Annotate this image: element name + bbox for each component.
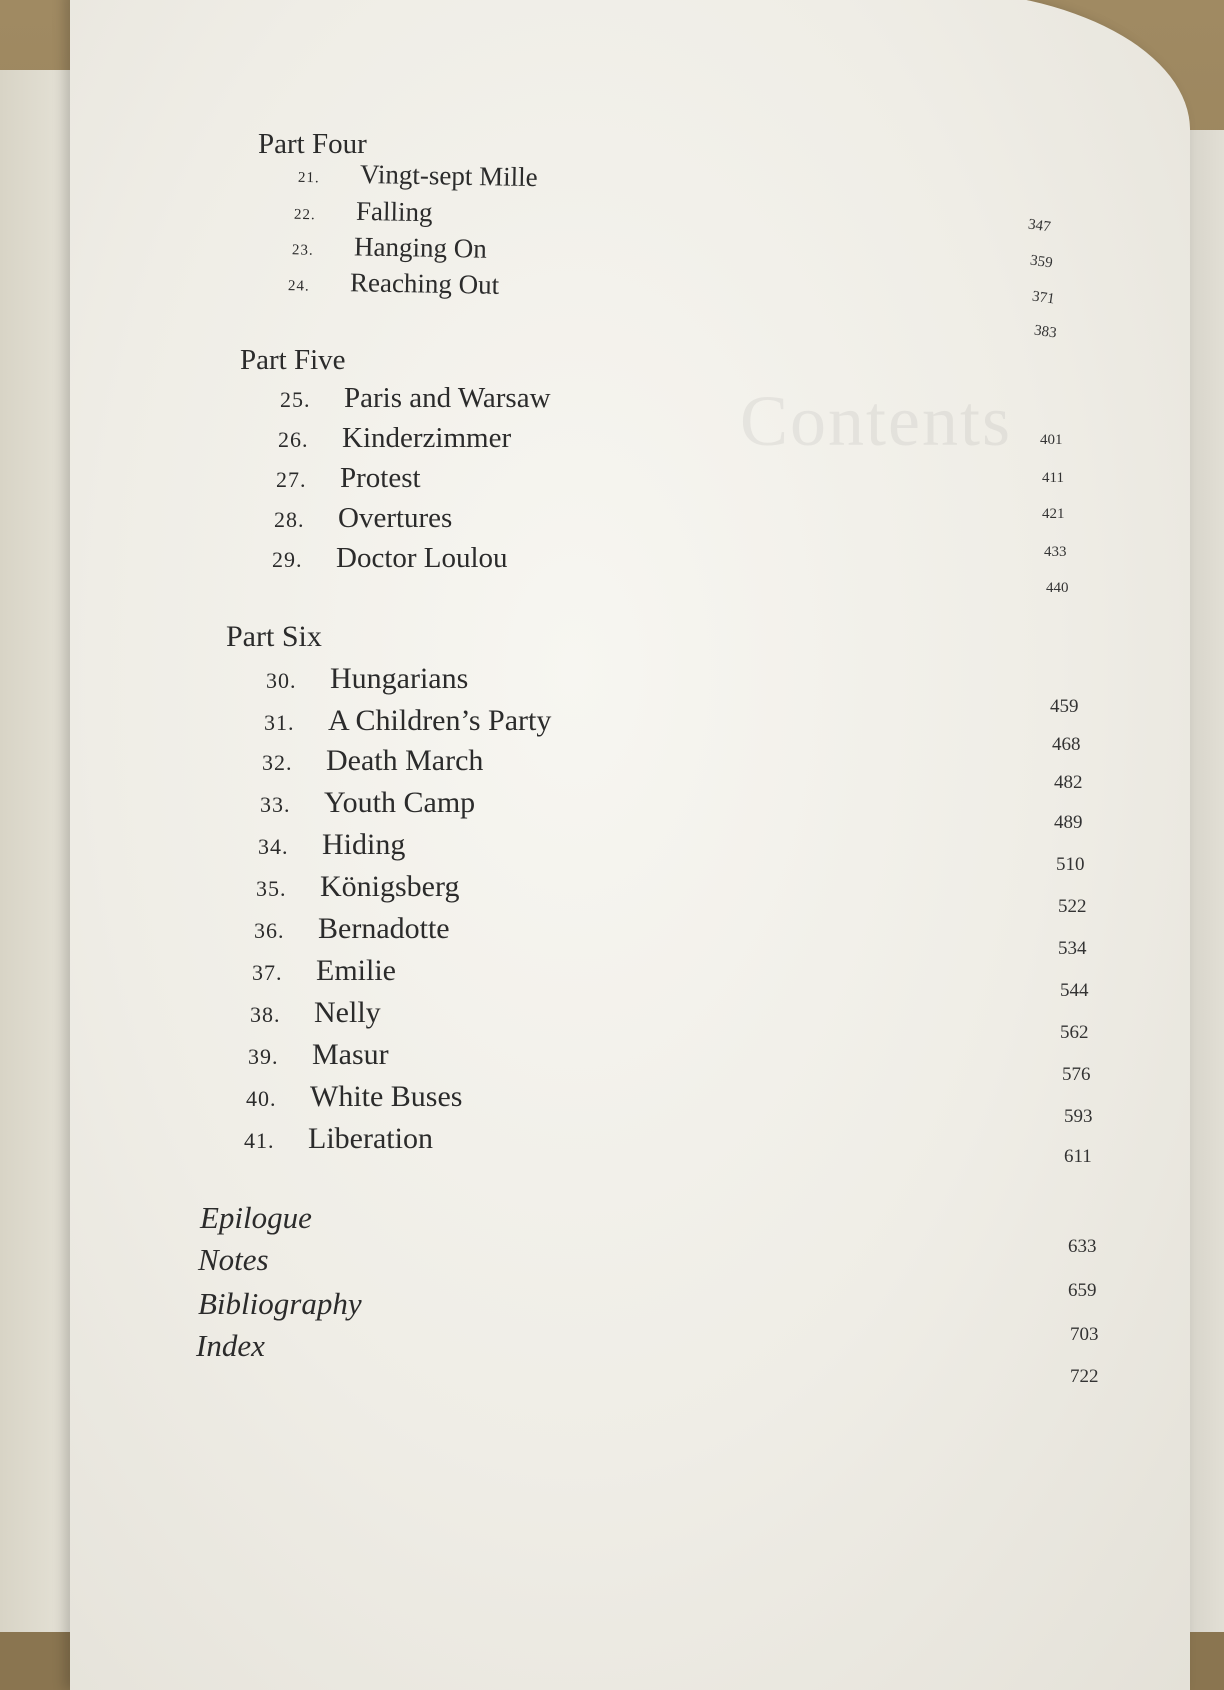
back-matter-entry: Index	[196, 1328, 265, 1363]
chapter-number: 33.	[260, 792, 291, 817]
chapter-number: 22.	[293, 206, 316, 224]
chapter-title: Königsberg	[320, 870, 460, 903]
chapter-number: 30.	[266, 668, 297, 693]
chapter-number: 26.	[278, 427, 309, 452]
page-number: 468	[1052, 734, 1081, 755]
page-number: 633	[1068, 1236, 1097, 1257]
chapter-title: Overtures	[338, 502, 453, 534]
chapter-title: Vingt-sept Mille	[359, 158, 538, 193]
toc-entry	[260, 786, 475, 820]
chapter-title: Hanging On	[353, 231, 487, 264]
chapter-number: 37.	[252, 960, 283, 985]
toc-entry	[256, 870, 459, 904]
chapter-number: 23.	[291, 242, 314, 259]
toc-entry	[250, 996, 381, 1030]
chapter-number: 40.	[246, 1086, 277, 1111]
chapter-title: Masur	[312, 1038, 389, 1071]
chapter-title: Paris and Warsaw	[344, 382, 551, 414]
chapter-title: Doctor Loulou	[336, 542, 508, 574]
chapter-title: Death March	[326, 744, 484, 777]
back-matter-entry: Notes	[198, 1242, 269, 1277]
show-through-text: Contents	[740, 381, 1013, 461]
toc-entry	[288, 266, 500, 301]
toc-entry	[292, 230, 487, 264]
toc-entry	[272, 542, 508, 575]
chapter-title: Hiding	[322, 828, 406, 861]
page-number: 534	[1058, 938, 1087, 959]
page-number: 510	[1056, 854, 1085, 875]
chapter-number: 41.	[244, 1128, 275, 1153]
chapter-title: Youth Camp	[324, 786, 476, 819]
toc-entry	[298, 158, 538, 193]
page-number: 489	[1054, 812, 1083, 833]
chapter-title: A Children’s Party	[328, 704, 552, 737]
chapter-title: Hungarians	[330, 662, 469, 695]
page-number: 459	[1050, 696, 1079, 717]
page-number: 440	[1046, 580, 1069, 596]
chapter-title: Protest	[340, 462, 421, 494]
toc-entry	[244, 1122, 433, 1156]
page-number: 359	[1029, 252, 1054, 272]
page-number: 433	[1044, 544, 1067, 560]
chapter-number: 39.	[248, 1044, 279, 1069]
toc-entry	[262, 744, 483, 778]
page-number: 411	[1042, 470, 1064, 486]
chapter-number: 32.	[262, 750, 293, 775]
chapter-number: 36.	[254, 918, 285, 943]
toc-entry	[278, 422, 511, 455]
toc-entry	[294, 195, 433, 228]
chapter-title: Emilie	[316, 954, 396, 987]
page-number: 347	[1027, 216, 1052, 236]
chapter-number: 29.	[272, 547, 303, 572]
toc-entry	[266, 662, 468, 696]
part-four-heading: Part Four	[258, 128, 367, 160]
toc-entry	[274, 502, 452, 535]
chapter-number: 21.	[297, 169, 320, 187]
chapter-number: 35.	[256, 876, 287, 901]
chapter-number: 27.	[276, 467, 307, 492]
page-number: 544	[1060, 980, 1089, 1001]
toc-entry	[276, 462, 421, 495]
part-five-heading: Part Five	[240, 344, 346, 376]
chapter-title: Liberation	[308, 1122, 433, 1155]
chapter-number: 25.	[280, 387, 311, 412]
toc-entry	[280, 382, 551, 415]
chapter-title: Falling	[355, 195, 433, 228]
chapter-title: Kinderzimmer	[342, 422, 512, 454]
chapter-number: 38.	[250, 1002, 281, 1027]
page-number: 401	[1040, 432, 1063, 448]
page-number: 659	[1068, 1280, 1097, 1301]
page-number: 383	[1033, 322, 1058, 342]
toc-entry	[258, 828, 405, 862]
page-number: 482	[1054, 772, 1083, 793]
toc-entry	[264, 704, 551, 738]
chapter-title: Reaching Out	[349, 267, 500, 300]
page-number: 722	[1070, 1366, 1099, 1387]
toc-entry	[248, 1038, 389, 1072]
chapter-number: 28.	[274, 507, 305, 532]
toc-entry	[246, 1080, 462, 1114]
chapter-number: 31.	[264, 710, 295, 735]
chapter-title: Bernadotte	[318, 912, 450, 945]
part-six-heading: Part Six	[226, 620, 322, 653]
page-number: 593	[1064, 1106, 1093, 1127]
page-number: 522	[1058, 896, 1087, 917]
toc-entry	[254, 912, 450, 946]
toc-entry	[252, 954, 396, 988]
page-number: 562	[1060, 1022, 1089, 1043]
chapter-number: 34.	[258, 834, 289, 859]
page-number: 421	[1042, 506, 1065, 522]
page-number: 611	[1064, 1146, 1092, 1167]
chapter-title: White Buses	[310, 1080, 463, 1113]
chapter-number: 24.	[287, 278, 310, 295]
page-number: 371	[1031, 288, 1056, 308]
page-number: 703	[1070, 1324, 1099, 1345]
back-matter-entry: Epilogue	[200, 1200, 312, 1235]
page-number: 576	[1062, 1064, 1091, 1085]
chapter-title: Nelly	[314, 996, 381, 1029]
back-matter-entry: Bibliography	[198, 1286, 362, 1321]
